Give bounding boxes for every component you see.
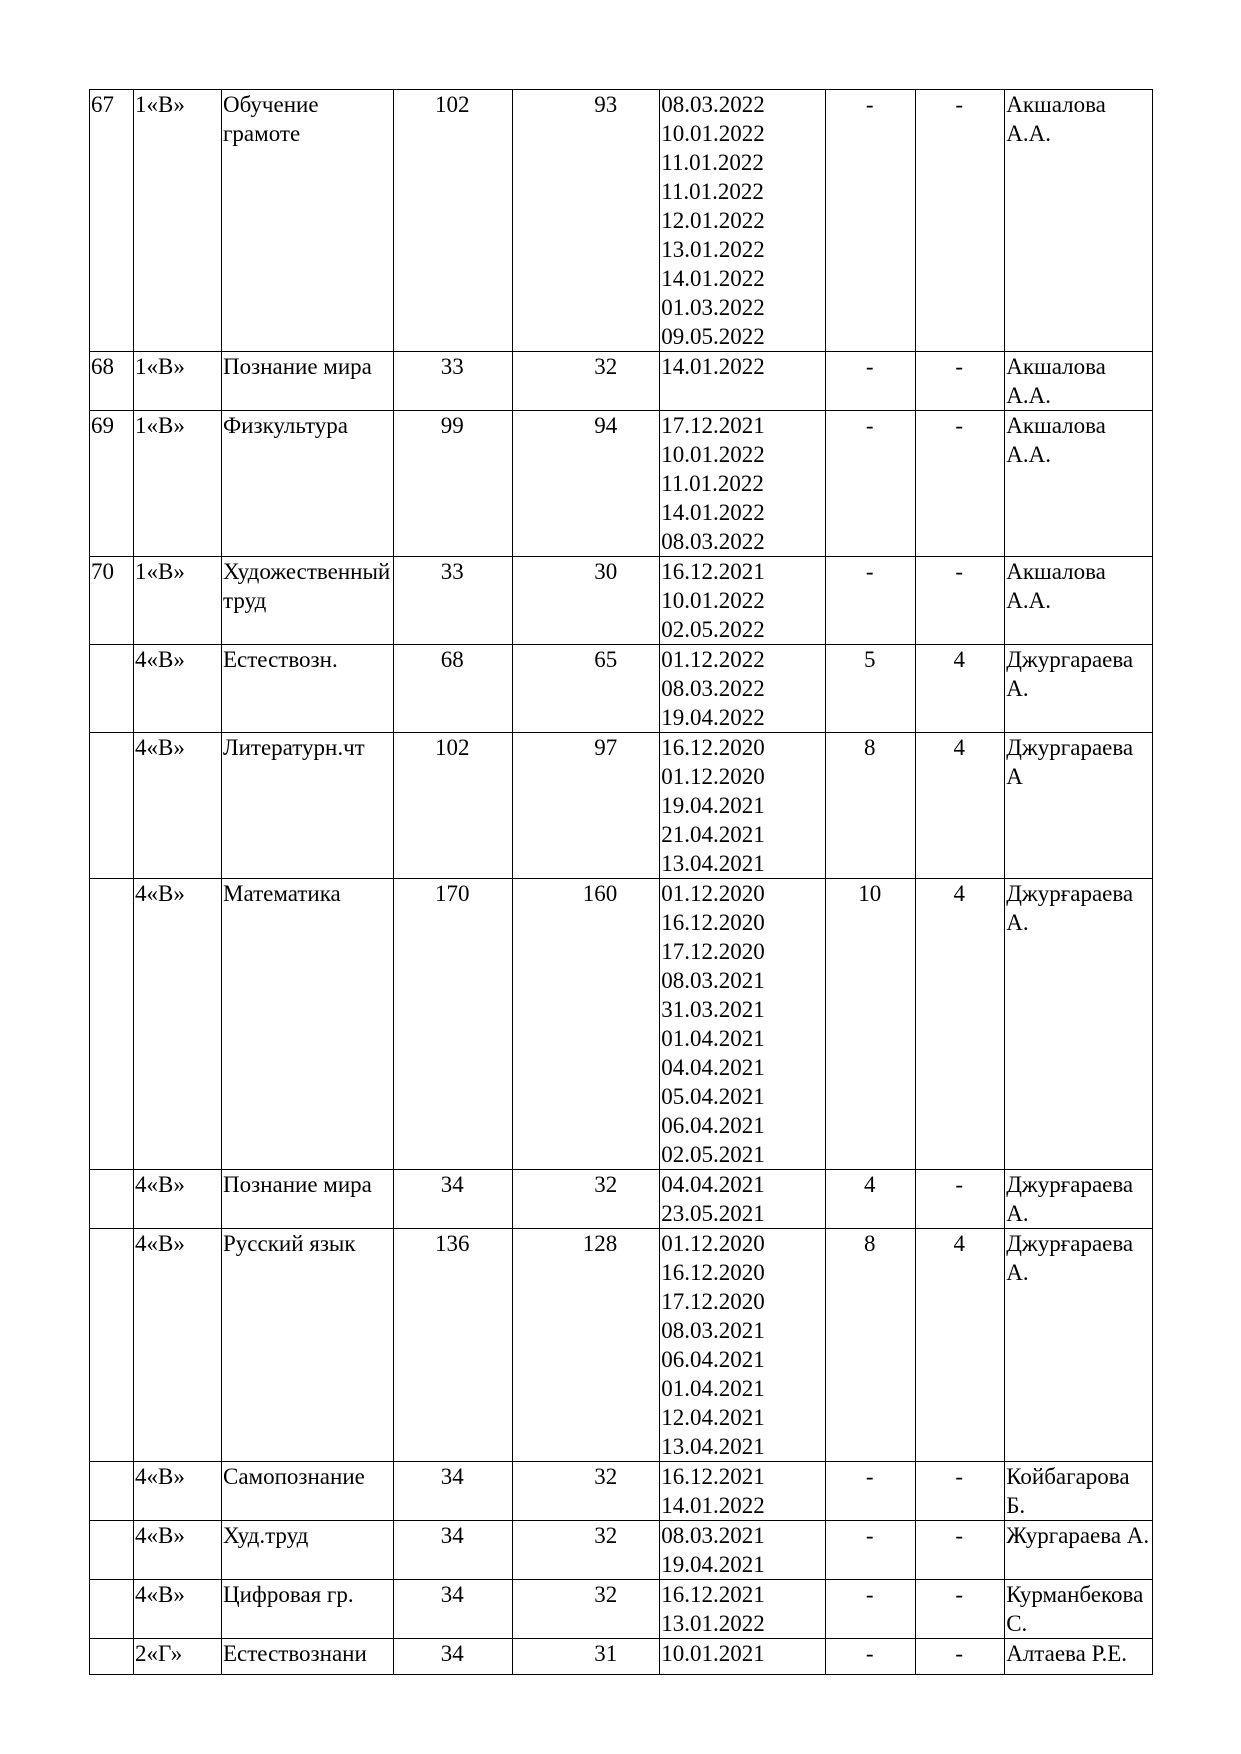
table-row [90, 557, 1153, 645]
planned-hours-cell: 102 [394, 90, 513, 352]
row-number-cell [90, 1521, 134, 1580]
planned-hours-cell: 68 [394, 645, 513, 733]
row-number-cell [90, 1639, 134, 1675]
date-entry: 11.01.2022 [661, 179, 764, 204]
class-cell: 1«В» [134, 90, 222, 352]
subject-cell: Самопознание [222, 1462, 394, 1521]
teacher-cell: Джурғараева А. [1005, 879, 1153, 1170]
date-entry: 17.12.2020 [661, 1289, 765, 1314]
subject-cell: Познание мира [222, 1170, 394, 1229]
date-entry: 13.04.2021 [661, 851, 765, 876]
dates-cell [660, 90, 826, 352]
date-entry: 10.01.2022 [661, 121, 765, 146]
subject-cell: Обучение грамоте [222, 90, 394, 352]
column-b-cell: - [916, 352, 1005, 411]
column-a-cell: 8 [826, 733, 916, 879]
column-b-cell: - [916, 411, 1005, 557]
row-number-cell: 68 [90, 352, 134, 411]
table-row [90, 1521, 1153, 1580]
date-entry: 08.03.2021 [661, 968, 765, 993]
planned-hours-cell: 99 [394, 411, 513, 557]
date-entry: 08.03.2022 [661, 92, 765, 117]
date-entry: 14.01.2022 [661, 500, 765, 525]
dates-cell [660, 1639, 826, 1675]
date-entry: 16.12.2021 [661, 559, 765, 584]
column-a-cell: 8 [826, 1229, 916, 1462]
date-entry: 16.12.2021 [661, 1464, 765, 1489]
row-number-cell [90, 733, 134, 879]
actual-hours-cell: 97 [513, 733, 660, 879]
column-a-cell: - [826, 1580, 916, 1639]
date-entry: 13.01.2022 [661, 1611, 765, 1636]
actual-hours-cell: 32 [513, 1580, 660, 1639]
date-entry: 17.12.2021 [661, 413, 765, 438]
date-entry: 01.12.2020 [661, 764, 765, 789]
table-row [90, 1580, 1153, 1639]
planned-hours-cell: 34 [394, 1521, 513, 1580]
actual-hours-cell: 32 [513, 1170, 660, 1229]
teacher-cell: Акшалова А.А. [1005, 411, 1153, 557]
table-row [90, 352, 1153, 411]
column-b-cell: - [916, 1580, 1005, 1639]
column-a-cell: 10 [826, 879, 916, 1170]
table-row [90, 733, 1153, 879]
date-entry: 16.12.2021 [661, 1582, 765, 1607]
column-b-cell: - [916, 1170, 1005, 1229]
teacher-cell: Акшалова А.А. [1005, 557, 1153, 645]
teacher-cell: Жургараева А. [1005, 1521, 1153, 1580]
dates-cell [660, 1229, 826, 1462]
date-entry: 13.04.2021 [661, 1434, 765, 1459]
actual-hours-cell: 32 [513, 352, 660, 411]
dates-cell [660, 733, 826, 879]
date-entry: 16.12.2020 [661, 735, 765, 760]
subject-cell: Художественный труд [222, 557, 394, 645]
subject-cell: Естествозн. [222, 645, 394, 733]
date-entry: 23.05.2021 [661, 1201, 765, 1226]
date-entry: 11.01.2022 [661, 150, 764, 175]
date-entry: 05.04.2021 [661, 1084, 765, 1109]
row-number-cell [90, 1462, 134, 1521]
dates-cell [660, 1521, 826, 1580]
teacher-cell: Акшалова А.А. [1005, 90, 1153, 352]
date-entry: 06.04.2021 [661, 1347, 765, 1372]
actual-hours-cell: 30 [513, 557, 660, 645]
date-entry: 01.04.2021 [661, 1026, 765, 1051]
actual-hours-cell: 94 [513, 411, 660, 557]
column-b-cell: - [916, 1521, 1005, 1580]
row-number-cell: 70 [90, 557, 134, 645]
date-entry: 12.01.2022 [661, 208, 765, 233]
actual-hours-cell: 160 [513, 879, 660, 1170]
table-row [90, 90, 1153, 352]
column-b-cell: - [916, 1639, 1005, 1675]
dates-cell [660, 1462, 826, 1521]
table-row [90, 1170, 1153, 1229]
date-entry: 19.04.2022 [661, 705, 765, 730]
dates-cell [660, 1170, 826, 1229]
class-cell: 1«В» [134, 411, 222, 557]
teacher-cell: Алтаева Р.Е. [1005, 1639, 1153, 1675]
planned-hours-cell: 34 [394, 1462, 513, 1521]
planned-hours-cell: 33 [394, 352, 513, 411]
subject-cell: Познание мира [222, 352, 394, 411]
subject-cell: Математика [222, 879, 394, 1170]
date-entry: 17.12.2020 [661, 939, 765, 964]
subject-cell: Литературн.чт [222, 733, 394, 879]
row-number-cell: 67 [90, 90, 134, 352]
table-row [90, 1229, 1153, 1462]
actual-hours-cell: 65 [513, 645, 660, 733]
column-a-cell: - [826, 1521, 916, 1580]
column-a-cell: - [826, 411, 916, 557]
date-entry: 01.04.2021 [661, 1376, 765, 1401]
teacher-cell: Джурғараева А. [1005, 1170, 1153, 1229]
column-b-cell: - [916, 557, 1005, 645]
date-entry: 04.04.2021 [661, 1055, 765, 1080]
teacher-cell: Джургараева А [1005, 733, 1153, 879]
class-cell: 4«В» [134, 1521, 222, 1580]
date-entry: 19.04.2021 [661, 793, 765, 818]
date-entry: 31.03.2021 [661, 997, 765, 1022]
date-entry: 10.01.2022 [661, 442, 765, 467]
date-entry: 16.12.2020 [661, 910, 765, 935]
date-entry: 11.01.2022 [661, 471, 764, 496]
lesson-report-table [89, 89, 1153, 1675]
date-entry: 08.03.2022 [661, 676, 765, 701]
row-number-cell [90, 1170, 134, 1229]
class-cell: 1«В» [134, 352, 222, 411]
date-entry: 02.05.2022 [661, 617, 765, 642]
planned-hours-cell: 34 [394, 1580, 513, 1639]
column-b-cell: 4 [916, 1229, 1005, 1462]
row-number-cell [90, 645, 134, 733]
planned-hours-cell: 33 [394, 557, 513, 645]
date-entry: 21.04.2021 [661, 822, 765, 847]
date-entry: 10.01.2021 [661, 1641, 765, 1666]
class-cell: 4«В» [134, 1462, 222, 1521]
date-entry: 01.12.2022 [661, 647, 765, 672]
date-entry: 09.05.2022 [661, 324, 765, 349]
date-entry: 04.04.2021 [661, 1172, 765, 1197]
teacher-cell: Курманбекова С. [1005, 1580, 1153, 1639]
table-row [90, 879, 1153, 1170]
column-a-cell: - [826, 90, 916, 352]
date-entry: 16.12.2020 [661, 1260, 765, 1285]
column-b-cell: - [916, 1462, 1005, 1521]
class-cell: 4«В» [134, 1580, 222, 1639]
class-cell: 4«В» [134, 1170, 222, 1229]
column-a-cell: - [826, 557, 916, 645]
row-number-cell [90, 1229, 134, 1462]
date-entry: 01.12.2020 [661, 881, 765, 906]
teacher-cell: Джургараева А. [1005, 645, 1153, 733]
date-entry: 13.01.2022 [661, 237, 765, 262]
dates-cell [660, 352, 826, 411]
teacher-cell: Акшалова А.А. [1005, 352, 1153, 411]
date-entry: 14.01.2022 [661, 266, 765, 291]
class-cell: 2«Г» [134, 1639, 222, 1675]
table-row [90, 411, 1153, 557]
actual-hours-cell: 93 [513, 90, 660, 352]
column-a-cell: - [826, 352, 916, 411]
dates-cell [660, 1580, 826, 1639]
class-cell: 1«В» [134, 557, 222, 645]
subject-cell: Цифровая гр. [222, 1580, 394, 1639]
dates-cell [660, 645, 826, 733]
row-number-cell [90, 1580, 134, 1639]
dates-cell [660, 879, 826, 1170]
class-cell: 4«В» [134, 879, 222, 1170]
row-number-cell: 69 [90, 411, 134, 557]
date-entry: 12.04.2021 [661, 1405, 765, 1430]
date-entry: 06.04.2021 [661, 1113, 765, 1138]
actual-hours-cell: 128 [513, 1229, 660, 1462]
table-body [90, 90, 1153, 1675]
dates-cell [660, 411, 826, 557]
date-entry: 08.03.2021 [661, 1318, 765, 1343]
subject-cell: Естествознани [222, 1639, 394, 1675]
date-entry: 02.05.2021 [661, 1142, 765, 1167]
column-b-cell: - [916, 90, 1005, 352]
table-row [90, 1462, 1153, 1521]
date-entry: 08.03.2021 [661, 1523, 765, 1548]
column-b-cell: 4 [916, 879, 1005, 1170]
date-entry: 14.01.2022 [661, 1493, 765, 1518]
table-row [90, 1639, 1153, 1675]
class-cell: 4«В» [134, 645, 222, 733]
actual-hours-cell: 32 [513, 1462, 660, 1521]
date-entry: 19.04.2021 [661, 1552, 765, 1577]
column-a-cell: 4 [826, 1170, 916, 1229]
planned-hours-cell: 34 [394, 1639, 513, 1675]
date-entry: 08.03.2022 [661, 529, 765, 554]
teacher-cell: Койбагарова Б. [1005, 1462, 1153, 1521]
subject-cell: Худ.труд [222, 1521, 394, 1580]
planned-hours-cell: 136 [394, 1229, 513, 1462]
teacher-cell: Джурғараева А. [1005, 1229, 1153, 1462]
date-entry: 14.01.2022 [661, 354, 765, 379]
actual-hours-cell: 31 [513, 1639, 660, 1675]
dates-cell [660, 557, 826, 645]
column-a-cell: - [826, 1639, 916, 1675]
table-row [90, 645, 1153, 733]
column-a-cell: 5 [826, 645, 916, 733]
class-cell: 4«В» [134, 733, 222, 879]
column-b-cell: 4 [916, 645, 1005, 733]
class-cell: 4«В» [134, 1229, 222, 1462]
subject-cell: Русский язык [222, 1229, 394, 1462]
planned-hours-cell: 102 [394, 733, 513, 879]
planned-hours-cell: 34 [394, 1170, 513, 1229]
date-entry: 01.12.2020 [661, 1231, 765, 1256]
column-a-cell: - [826, 1462, 916, 1521]
planned-hours-cell: 170 [394, 879, 513, 1170]
date-entry: 10.01.2022 [661, 588, 765, 613]
subject-cell: Физкультура [222, 411, 394, 557]
date-entry: 01.03.2022 [661, 295, 765, 320]
column-b-cell: 4 [916, 733, 1005, 879]
row-number-cell [90, 879, 134, 1170]
actual-hours-cell: 32 [513, 1521, 660, 1580]
